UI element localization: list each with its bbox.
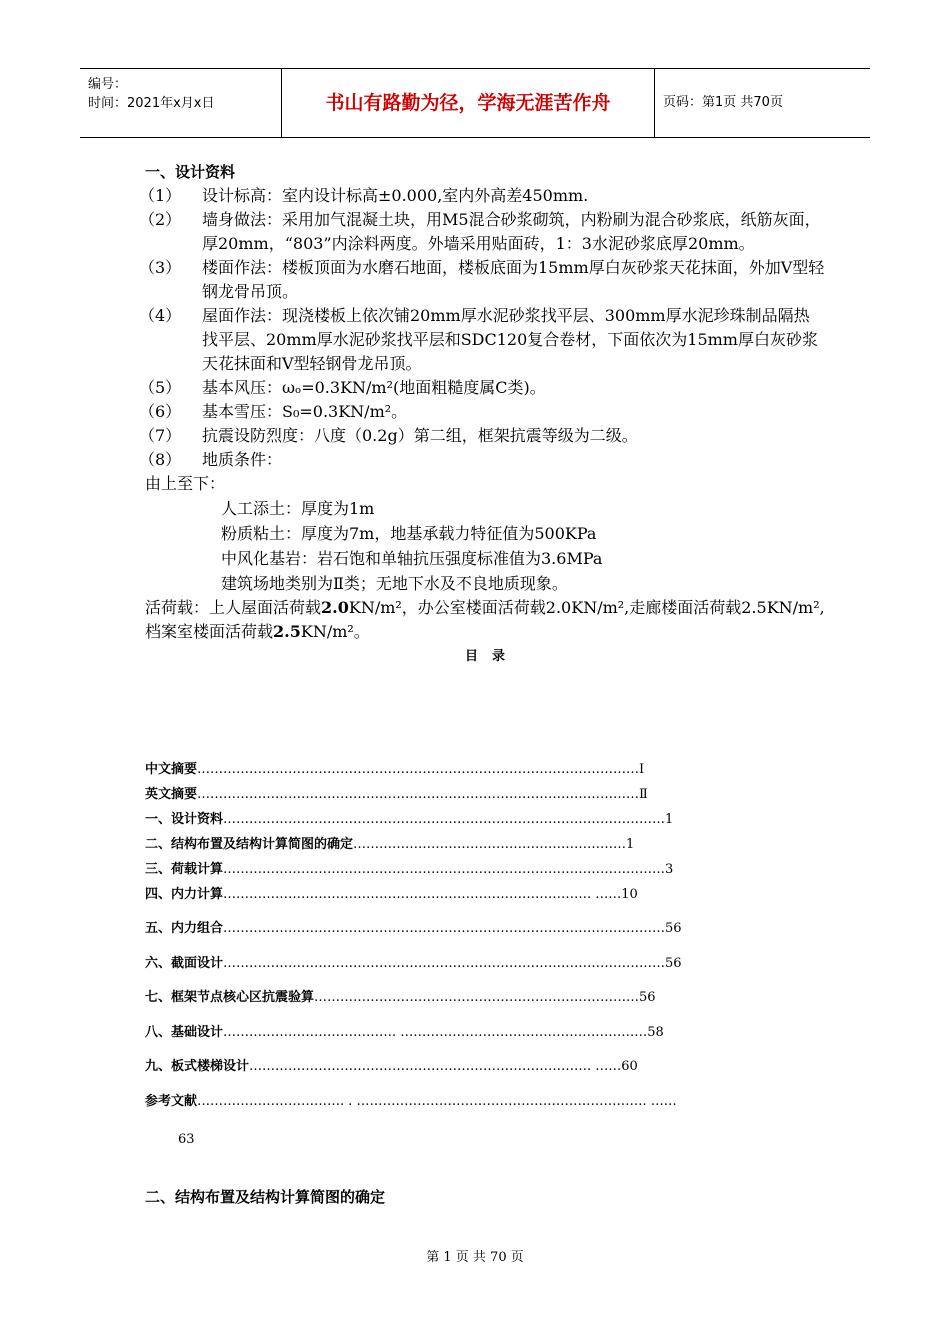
- item-text: 墙身做法：采用加气混凝土块，用M5混合砂浆砌筑，内粉刷为混合砂浆底，纸筋灰面，厚20mm，“803”内涂料两度。外墙采用贴面砖，1：3水泥砂浆底厚20mm。: [202, 210, 821, 253]
- toc-entry-label: 中文摘要: [145, 762, 198, 777]
- page-header: [80, 68, 870, 138]
- item-number: （4）: [139, 306, 182, 325]
- toc-page-number: 56: [665, 956, 682, 971]
- toc-entry[interactable]: [145, 785, 810, 805]
- toc-page-number: 58: [647, 1025, 664, 1040]
- toc-entry[interactable]: [145, 1057, 810, 1077]
- live-load-value-a: 2.0: [321, 598, 349, 617]
- time-label: 时间：2021年x月x日: [88, 96, 215, 111]
- toc-page-number: 60: [621, 1059, 638, 1074]
- live-load-paragraph: [145, 596, 825, 644]
- item-number: （1）: [139, 186, 182, 205]
- toc-leader-dots: ………………………………………………………: [353, 837, 627, 852]
- item-number: （3）: [139, 258, 182, 277]
- live-load-text-b: KN/m²，办公室楼面活荷载2.0KN/m²,走廊楼面活荷载2.5KN/m²,档案室楼面活荷载: [145, 598, 825, 641]
- item-text: 基本雪压：S₀=0.3KN/m²。: [202, 402, 408, 421]
- item-number: （2）: [139, 210, 182, 229]
- toc-entry[interactable]: [145, 1023, 810, 1043]
- header-motto: 书山有路勤为径，学海无涯苦作舟: [281, 69, 655, 137]
- toc-page-number: Ⅱ: [639, 787, 648, 802]
- design-item: [139, 424, 825, 448]
- page-footer: 第 1 页 共 70 页: [426, 1250, 524, 1265]
- design-item: [139, 400, 825, 424]
- live-load-text-a: 活荷载：上人屋面活荷载: [145, 598, 322, 617]
- item-text: 抗震设防烈度：八度（0.2g）第二组，框架抗震等级为二级。: [202, 426, 638, 445]
- item-text: 屋面作法：现浇楼板上依次铺20mm厚水泥砂浆找平层、300mm厚水泥珍珠制品隔热找平层、20mm厚水泥砂浆找平层和SDC120复合卷材，下面依次为15mm厚白灰砂浆天花抹面和V型轻钢骨龙吊顶。: [202, 306, 818, 373]
- toc-entry[interactable]: [145, 954, 810, 974]
- toc-entry-label: 参考文献: [145, 1094, 198, 1109]
- toc-entry-label: 一、设计资料: [145, 812, 224, 827]
- section-title: 一、设计资料: [145, 163, 236, 181]
- item-number: （7）: [139, 426, 182, 445]
- toc-leader-dots: …………………………………………………………………………………………: [223, 862, 666, 877]
- geology-list: [145, 496, 825, 596]
- design-item: [139, 304, 825, 376]
- toc-page-number: 1: [665, 812, 674, 827]
- order-line: 由上至下：: [145, 474, 226, 493]
- toc-entry[interactable]: [145, 885, 810, 905]
- toc-leader-dots: …………………………………………………………………………. ……: [223, 887, 622, 902]
- toc-entry-label: 八、基础设计: [145, 1025, 224, 1040]
- toc-page-number: 63: [178, 1132, 195, 1147]
- item-text: 基本风压：ωₒ=0.3KN/m²(地面粗糙度属C类)。: [202, 378, 546, 397]
- header-page-label: 页码：第1页 共70页: [663, 95, 783, 110]
- toc-entry-label: 英文摘要: [145, 787, 198, 802]
- toc-entry-label: 六、截面设计: [145, 956, 224, 971]
- toc-page-number: 1: [626, 837, 635, 852]
- number-label: 编号：: [88, 77, 128, 92]
- toc-leader-dots: …………………………………………………………………………………………: [197, 787, 640, 802]
- toc-page-number: 10: [621, 887, 638, 902]
- toc-entry-label: 三、荷载计算: [145, 862, 224, 877]
- item-number: （8）: [139, 450, 182, 469]
- toc-entry[interactable]: [145, 760, 810, 780]
- toc-leader-dots: ……………………………………………………………………. ……: [249, 1059, 622, 1074]
- toc-leader-dots: …………………………………………………………………: [314, 990, 640, 1005]
- toc-entry[interactable]: [145, 919, 810, 939]
- design-items: [139, 184, 825, 472]
- geology-line: 粉质粘土：厚度为7m，地基承载力特征值为500KPa: [221, 524, 597, 543]
- item-text: 设计标高：室内设计标高±0.000,室内外高差450mm.: [202, 186, 589, 205]
- toc-entry[interactable]: [145, 1092, 810, 1152]
- toc-leader-dots: …………………………………………………………………………………………: [223, 956, 666, 971]
- toc-entry[interactable]: [145, 988, 810, 1008]
- design-item: [139, 256, 825, 304]
- design-item: [139, 184, 825, 208]
- toc-page-number: 56: [639, 990, 656, 1005]
- design-item: [139, 376, 825, 400]
- toc-leader-dots: …………………………………. …………………………………………………: [223, 1025, 648, 1040]
- toc-page-number: Ⅰ: [639, 762, 645, 777]
- toc-leader-dots: …………………………………………………………………………………………: [197, 762, 640, 777]
- toc-entry[interactable]: [145, 860, 810, 880]
- design-data-section: [139, 160, 825, 670]
- toc-title: 目录: [464, 649, 519, 664]
- geology-line: 建筑场地类别为Ⅱ类；无地下水及不良地质现象。: [221, 574, 568, 593]
- design-item: [139, 208, 825, 256]
- geology-line: 中风化基岩：岩石饱和单轴抗压强度标准值为3.6MPa: [221, 549, 603, 568]
- live-load-text-c: KN/m²。: [300, 622, 370, 641]
- toc-entry[interactable]: [145, 835, 810, 855]
- item-number: （6）: [139, 402, 182, 421]
- toc-entry[interactable]: [145, 810, 810, 830]
- toc-entry-label: 九、板式楼梯设计: [145, 1059, 250, 1074]
- live-load-value-b: 2.5: [273, 622, 301, 641]
- design-item: [139, 448, 825, 472]
- toc-leader-dots: ……………………………. . …………………………………………………………. ……: [197, 1094, 677, 1109]
- toc-page-number: 56: [665, 921, 682, 936]
- toc-page-number: 3: [665, 862, 674, 877]
- header-info: [88, 75, 278, 113]
- toc-entry-label: 五、内力组合: [145, 921, 224, 936]
- toc-leader-dots: …………………………………………………………………………………………: [223, 921, 666, 936]
- item-number: （5）: [139, 378, 182, 397]
- toc-entry-label: 七、框架节点核心区抗震验算: [145, 990, 315, 1005]
- geology-line: 人工添土：厚度为1m: [221, 499, 375, 518]
- toc-leader-dots: …………………………………………………………………………………………: [223, 812, 666, 827]
- item-text: 楼面作法：楼板顶面为水磨石地面，楼板底面为15mm厚白灰砂浆天花抹面，外加V型轻钢龙骨吊顶。: [202, 258, 825, 301]
- toc-entry-label: 四、内力计算: [145, 887, 224, 902]
- toc-entry-label: 二、结构布置及结构计算简图的确定: [145, 837, 354, 852]
- item-text: 地质条件：: [202, 450, 283, 469]
- section-2-title: 二、结构布置及结构计算简图的确定: [145, 1188, 386, 1206]
